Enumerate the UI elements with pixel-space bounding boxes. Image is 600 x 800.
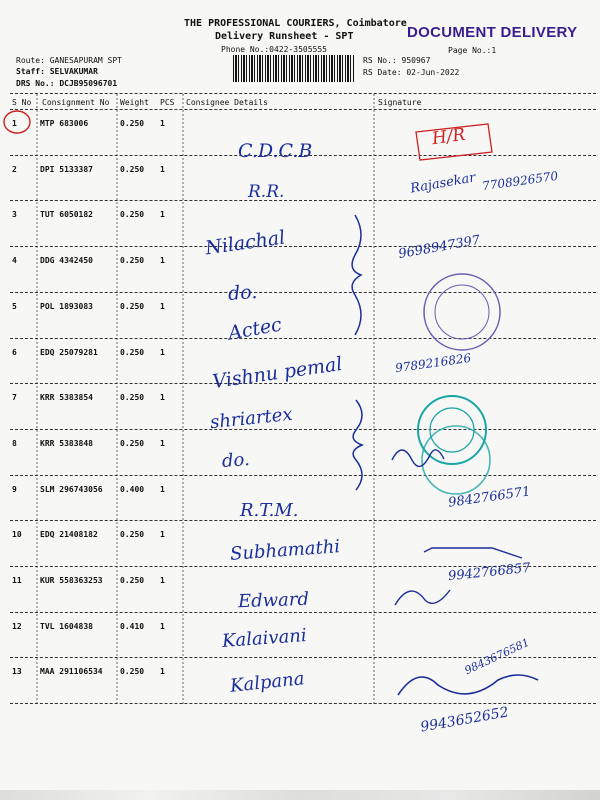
consignee-name: R.T.M. bbox=[240, 500, 299, 521]
consignee-name: Subhamathi bbox=[229, 536, 341, 565]
row-weight: 0.250 bbox=[120, 256, 145, 266]
bracket-mark-2 bbox=[353, 400, 362, 490]
red-circle-mark bbox=[4, 111, 30, 133]
company-stamp-inner bbox=[435, 285, 489, 339]
row-sno: 8 bbox=[12, 438, 17, 448]
row-sno: 13 bbox=[12, 667, 22, 677]
row-weight: 0.250 bbox=[120, 667, 145, 677]
row-weight: 0.250 bbox=[120, 438, 145, 448]
row-pcs: 1 bbox=[160, 301, 165, 311]
col-consignment: Consignment No bbox=[42, 98, 110, 107]
row-pcs: 1 bbox=[160, 393, 165, 403]
row-consignment: EDQ 21408182 bbox=[40, 530, 98, 540]
row-sno: 6 bbox=[12, 347, 17, 357]
rs-date: RS Date: 02-Jun-2022 bbox=[363, 68, 460, 77]
row-sno: 3 bbox=[12, 210, 17, 220]
row-sno: 2 bbox=[12, 164, 17, 174]
drs-number: DRS No.: DCJB95096701 bbox=[16, 79, 118, 88]
consignee-name: Nilachal bbox=[203, 226, 287, 260]
consignee-name: Actec bbox=[226, 313, 284, 345]
row-pcs: 1 bbox=[160, 667, 165, 677]
consignee-name: C.D.C.B bbox=[238, 140, 313, 162]
row-sno: 10 bbox=[12, 530, 22, 540]
row-sno: 12 bbox=[12, 621, 22, 631]
runsheet-line: Delivery Runsheet - SPT bbox=[215, 31, 354, 42]
row-weight: 0.400 bbox=[120, 484, 145, 494]
sig-phone-3: 9789216826 bbox=[394, 350, 472, 376]
row-pcs: 1 bbox=[160, 621, 165, 631]
row-consignment: TVL 1604838 bbox=[40, 621, 93, 631]
row-sno: 9 bbox=[12, 484, 17, 494]
row-consignment: POL 1893083 bbox=[40, 301, 93, 311]
row-consignment: MTP 683006 bbox=[40, 119, 89, 128]
row-pcs: 1 bbox=[160, 438, 165, 448]
teal-stamp-2 bbox=[422, 426, 490, 494]
row-consignment: DPI 5133387 bbox=[40, 164, 93, 174]
row-weight: 0.250 bbox=[120, 164, 145, 174]
row-consignment: KRR 5383848 bbox=[40, 438, 93, 448]
sig-phone-2: 9698947397 bbox=[397, 232, 482, 263]
row-weight: 0.250 bbox=[120, 347, 145, 357]
row-consignment: EDQ 25079281 bbox=[40, 347, 98, 357]
scan-edge bbox=[0, 790, 600, 800]
signature-scribble bbox=[392, 450, 444, 467]
route: Route: GANESAPURAM SPT bbox=[16, 56, 122, 65]
row-pcs: 1 bbox=[160, 164, 165, 174]
page-number: Page No.:1 bbox=[448, 46, 497, 55]
col-consignee: Consignee Details bbox=[186, 98, 268, 107]
row-sno: 5 bbox=[12, 301, 17, 311]
row-sno: 11 bbox=[12, 576, 22, 585]
row-pcs: 1 bbox=[160, 576, 165, 585]
consignee-name: shriartex bbox=[209, 403, 294, 434]
row-weight: 0.250 bbox=[120, 393, 145, 403]
sig-phone-6: 9843676581 bbox=[462, 635, 532, 678]
row-pcs: 1 bbox=[160, 347, 165, 357]
row-consignment: SLM 296743056 bbox=[40, 484, 103, 494]
row-sno: 1 bbox=[12, 119, 17, 128]
col-signature: Signature bbox=[378, 98, 422, 107]
rs-number: RS No.: 950967 bbox=[363, 56, 431, 65]
consignee-name: do. bbox=[221, 449, 251, 472]
row-pcs: 1 bbox=[160, 119, 165, 128]
sig-phone-7: 9943652652 bbox=[419, 704, 510, 736]
col-weight: Weight bbox=[120, 98, 149, 107]
consignee-name: Edward bbox=[237, 588, 310, 613]
company-line: THE PROFESSIONAL COURIERS, Coimbatore bbox=[184, 18, 407, 29]
teal-stamp bbox=[418, 396, 486, 464]
row-weight: 0.250 bbox=[120, 119, 145, 128]
sig-rajasekar: Rajasekar bbox=[409, 170, 477, 197]
row-weight: 0.250 bbox=[120, 576, 145, 585]
row-consignment: TUT 6050182 bbox=[40, 210, 93, 220]
row-pcs: 1 bbox=[160, 484, 165, 494]
staff: Staff: SELVAKUMAR bbox=[16, 67, 98, 76]
row-pcs: 1 bbox=[160, 256, 165, 266]
row-weight: 0.250 bbox=[120, 210, 145, 220]
row-pcs: 1 bbox=[160, 210, 165, 220]
signature-scribble-2 bbox=[424, 548, 522, 558]
teal-stamp-inner bbox=[430, 408, 474, 452]
consignee-name: do. bbox=[227, 281, 259, 305]
consignee-name: R.R. bbox=[248, 182, 285, 202]
consignee-name: Kalpana bbox=[229, 668, 306, 697]
sig-phone-4: 9842766571 bbox=[447, 484, 532, 511]
signature-scribble-4 bbox=[398, 675, 538, 695]
row-sno: 4 bbox=[12, 256, 17, 266]
row-consignment: KRR 5383854 bbox=[40, 393, 93, 403]
col-pcs: PCS bbox=[160, 98, 175, 107]
row-weight: 0.250 bbox=[120, 301, 145, 311]
document-title: DOCUMENT DELIVERY bbox=[407, 24, 578, 41]
sig-phone-5: 9942766857 bbox=[447, 560, 532, 585]
row-weight: 0.250 bbox=[120, 530, 145, 540]
row-pcs: 1 bbox=[160, 530, 165, 540]
col-sno: S No bbox=[12, 98, 32, 107]
consignee-name: Vishnu pemal bbox=[211, 353, 344, 393]
row-weight: 0.410 bbox=[120, 621, 145, 631]
phone-number: Phone No.:0422-3505555 bbox=[221, 45, 327, 54]
row-consignment: MAA 291106534 bbox=[40, 667, 103, 677]
bracket-mark bbox=[352, 215, 361, 335]
sig-phone-1: 7708926570 bbox=[481, 168, 559, 194]
row-consignment: KUR 558363253 bbox=[40, 576, 103, 585]
consignee-name: Kalaivani bbox=[221, 625, 308, 652]
row-consignment: DDG 4342450 bbox=[40, 256, 93, 266]
signature-scribble-3 bbox=[395, 590, 450, 605]
row-sno: 7 bbox=[12, 393, 17, 403]
sig-hr: H/R bbox=[430, 124, 467, 150]
